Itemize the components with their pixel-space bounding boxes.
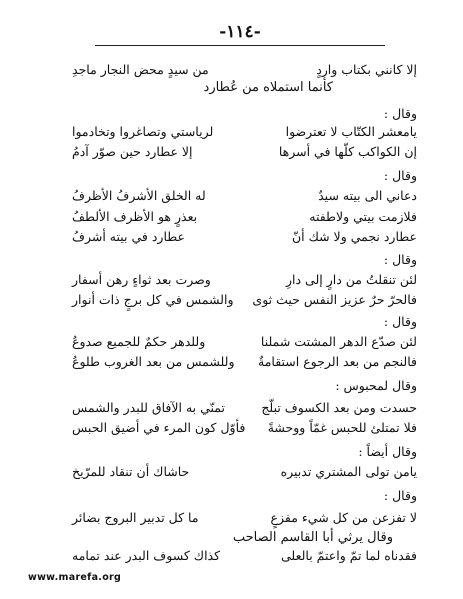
verse-second-hemistich: وصرت بعد ثواءٍ رهن أسفار bbox=[72, 272, 211, 287]
verse-second-hemistich: وللشمس من بعد الغروب طلوعُ bbox=[72, 354, 235, 369]
verse-first-hemistich: فلازمت بيتي ولاطفته bbox=[309, 209, 417, 224]
page-number: -١١٤- bbox=[219, 22, 261, 42]
verse-line bbox=[72, 124, 417, 142]
verse-second-hemistich: إلا عطارد حين صوّر آدمُ bbox=[72, 144, 193, 159]
text-line: وقال يرثي أبا القاسم الصاحب bbox=[232, 530, 393, 545]
verse-first-hemistich: إلا كانني بكتاب واردٍ bbox=[316, 62, 417, 77]
verse-line bbox=[72, 272, 417, 290]
verse-line bbox=[72, 548, 417, 566]
verse-line bbox=[72, 62, 417, 80]
poem-heading: وقال أيضاً : bbox=[358, 444, 417, 459]
header-rule bbox=[95, 45, 385, 46]
verse-line bbox=[72, 188, 417, 206]
poem-heading: وقال : bbox=[383, 314, 417, 329]
verse-second-hemistich: عطارد في بيته أشرفُ bbox=[72, 229, 185, 244]
verse-first-hemistich: فقدناه لما تمّ واعتمّ بالعلى bbox=[281, 548, 417, 563]
verse-second-hemistich: وللدهر حكمٌ للجميع صدوعُ bbox=[72, 334, 206, 349]
verse-first-hemistich: لئن صدّع الدهر المشتت شملنا bbox=[260, 334, 417, 349]
verse-first-hemistich: يامعشر الكتّاب لا تعترضوا bbox=[285, 124, 417, 139]
verse-first-hemistich: إن الكواكب كلّها في أسرها bbox=[278, 144, 417, 159]
verse-line bbox=[72, 464, 417, 482]
poem-heading: وقال لمحبوس : bbox=[335, 378, 417, 393]
verse-line bbox=[72, 400, 417, 418]
poem-heading: وقال : bbox=[383, 168, 417, 183]
verse-first-hemistich: فالحرّ حرٌ عزيز النفس حيث ثوى bbox=[252, 292, 417, 307]
verse-second-hemistich: فأوّل كون المرء في أضيق الحبس bbox=[72, 420, 246, 435]
page-header bbox=[95, 22, 385, 48]
verse-line bbox=[72, 229, 417, 247]
verse-first-hemistich: فالنجم من بعد الرجوع استقامةٌ bbox=[258, 354, 417, 369]
verse-first-hemistich: حسدت ومن بعد الكسوف تبلّج bbox=[261, 400, 417, 415]
verse-first-hemistich: يامن تولى المشتري تدبيره bbox=[280, 464, 417, 479]
verse-second-hemistich: والشمس في كل برجٍ ذات أنوار bbox=[72, 292, 234, 307]
verse-second-hemistich: حاشاك أن تنقاد للمرّيخ bbox=[72, 464, 190, 479]
poem-heading: وقال : bbox=[383, 488, 417, 503]
verse-first-hemistich: عطارد نجمي ولا شك أنّ bbox=[291, 229, 417, 244]
verse-first-hemistich: لا تفزعن من كل شيء مفزعٍ bbox=[270, 510, 417, 525]
verse-second-hemistich: كذاك كسوف البدر عند تمامه bbox=[72, 548, 221, 563]
verse-first-hemistich: لئن تنقلتُ من دارٍ إلى دارِ bbox=[285, 272, 417, 287]
verse-line bbox=[72, 354, 417, 372]
poem-heading: وقال : bbox=[383, 106, 417, 121]
verse-line bbox=[72, 510, 417, 528]
verse-line bbox=[72, 292, 417, 310]
verse-second-hemistich: ما كل تدبير البروج بضائر bbox=[72, 510, 199, 525]
footer-url: www.marefa.org bbox=[28, 572, 122, 583]
verse-line bbox=[72, 334, 417, 352]
verse-second-hemistich: بعذرٍ هو الأظرف الألطفُ bbox=[72, 209, 198, 224]
verse-line bbox=[72, 144, 417, 162]
text-line: كأنما استملاه من عُطارد bbox=[203, 80, 333, 95]
verse-first-hemistich: دعاني الى بيته سيدٌ bbox=[318, 188, 417, 203]
verse-line bbox=[72, 209, 417, 227]
verse-second-hemistich: من سيدٍ محض النجار ماجدِ bbox=[72, 62, 209, 77]
verse-second-hemistich: تمنّي به الآفاق للبدر والشمس bbox=[72, 400, 226, 415]
verse-second-hemistich: لرياستي وتصاغروا وتخادموا bbox=[72, 124, 214, 139]
verse-line bbox=[72, 420, 417, 438]
poem-heading: وقال : bbox=[383, 252, 417, 267]
verse-second-hemistich: له الخلق الأشرفُ الأظرفُ bbox=[72, 188, 206, 203]
verse-first-hemistich: فلا تمتلئ للحبس غمّاً ووحشةً bbox=[267, 420, 417, 435]
